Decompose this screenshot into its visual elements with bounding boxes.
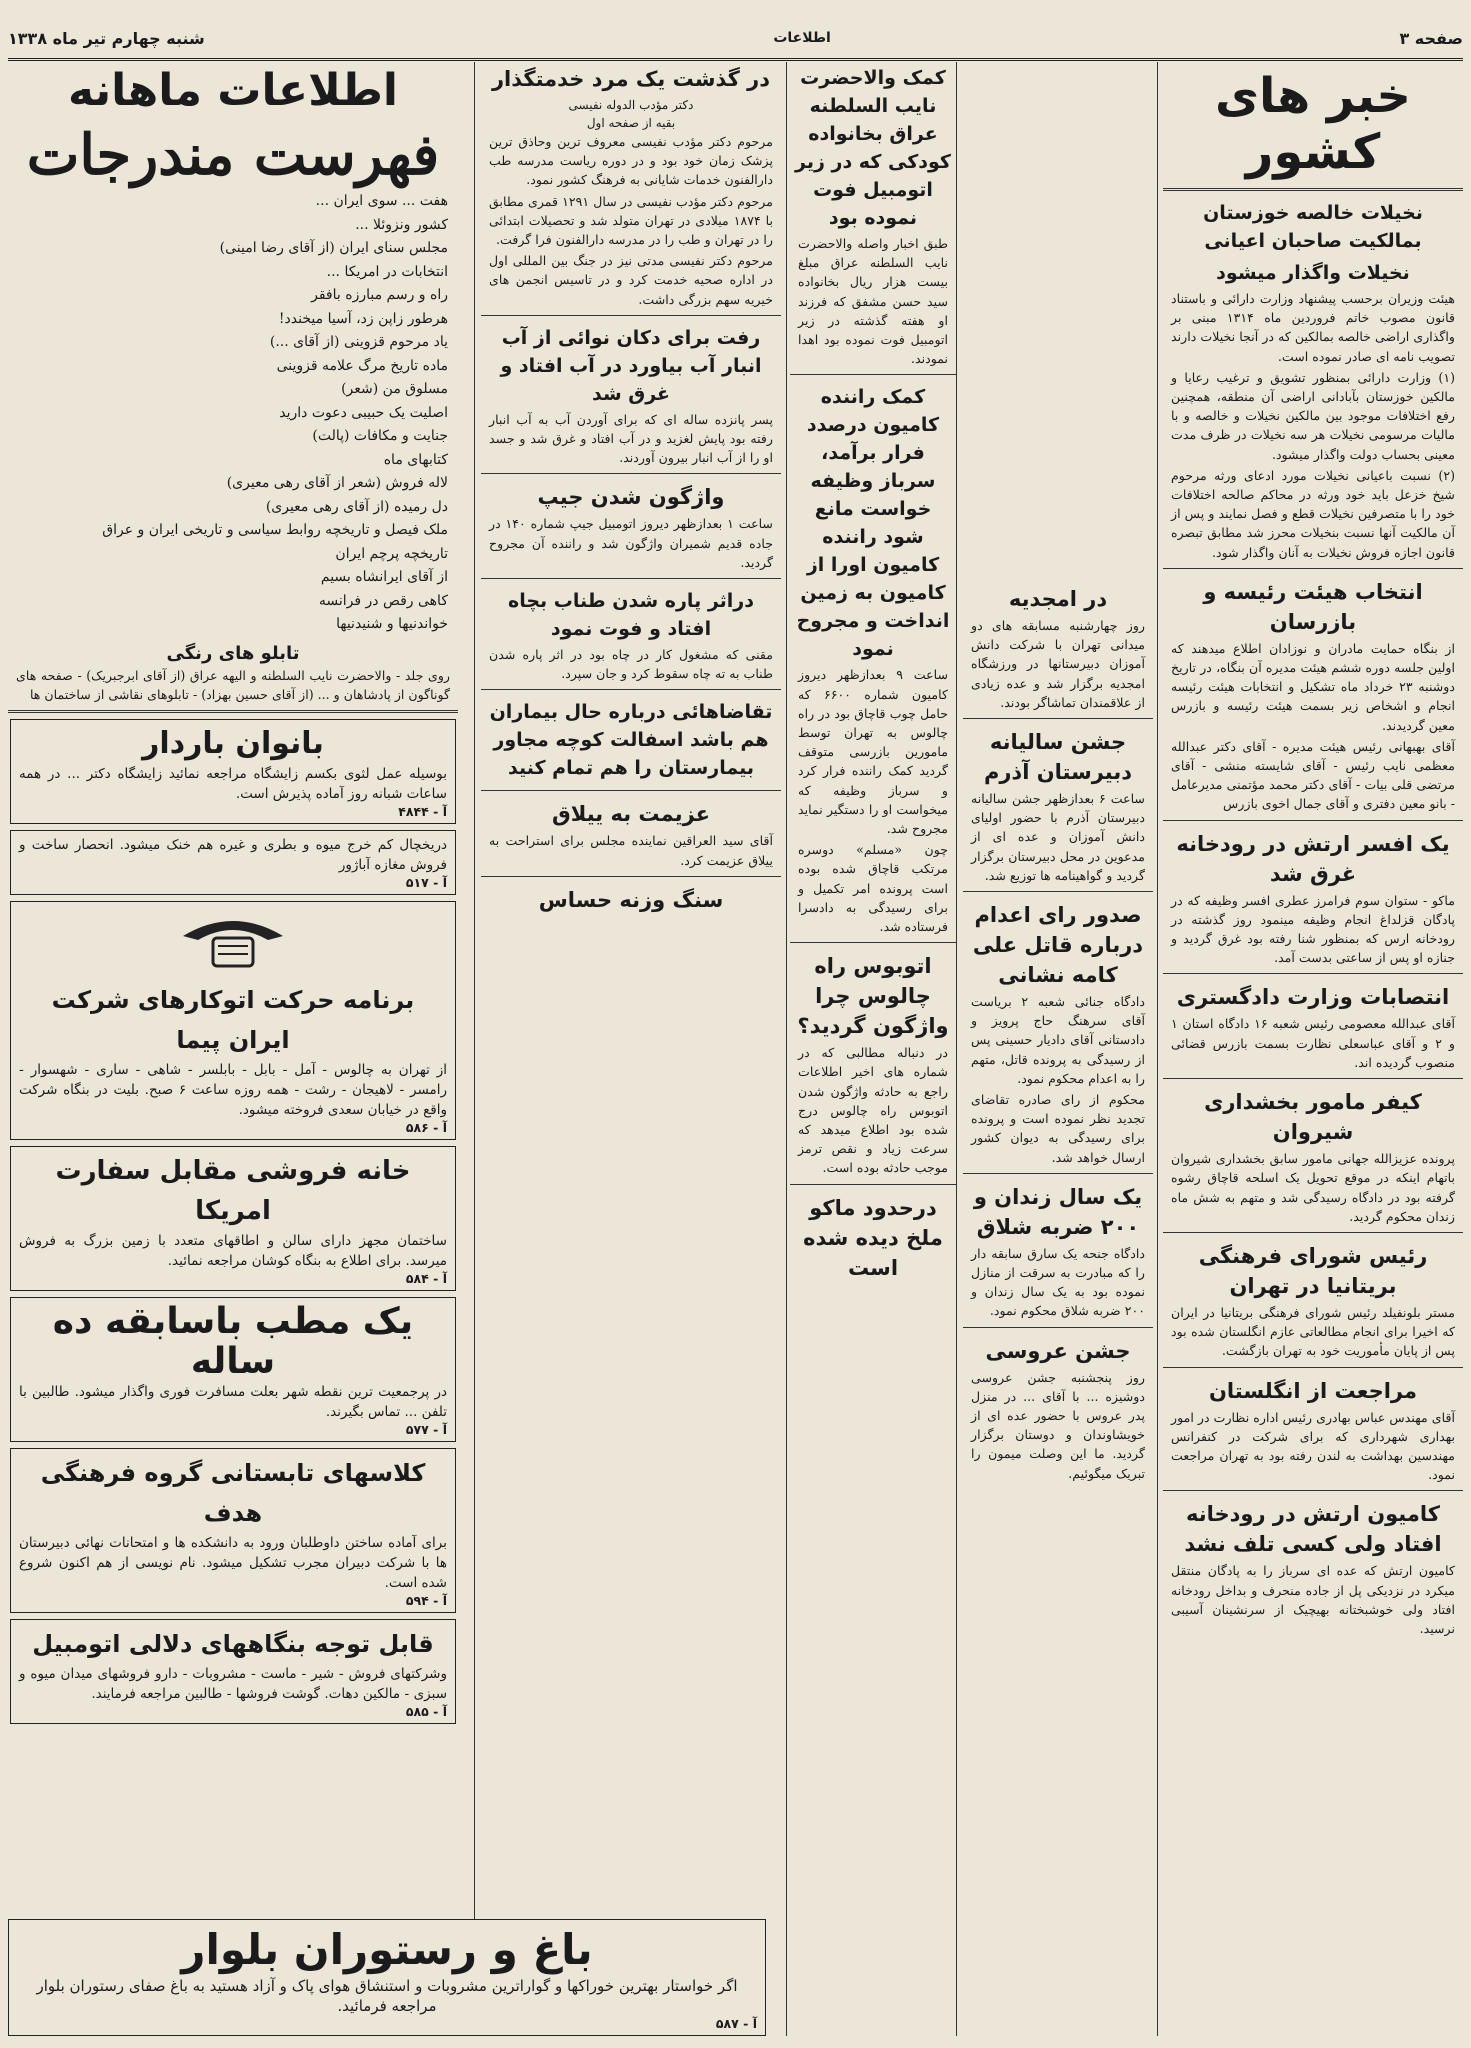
headline: رئیس شورای فرهنگی بریتانیا در تهران: [1198, 1243, 1428, 1298]
article-body: روز چهارشنبه مسابقه های دو میدانی تهران با شرکت دانش آموزان دبیرستانها در ورزشگاه امجدیه برگزار شد و عده زیادی از علاقمندان تماشاگر بودند.: [971, 618, 1145, 710]
advertisement: قابل توجه بنگاههای دلالی اتومبیل وشرکتهای فروش - شیر - ماست - مشروبات - دارو فروشهای میدان میوه و سبزی - مالکین دهات. گوشت فروشها - طالبین مراجعه فرمایند. آ - ۵۸۵: [10, 1619, 456, 1724]
headline: اتوبوس راه چالوس چرا واژگون گردید؟: [797, 954, 949, 1039]
headline: در گذشت یک مرد خدمتگذار: [491, 67, 771, 91]
running-header: [8, 18, 1463, 61]
toc-item: یاد مرحوم قزوینی (از آقای ...): [269, 334, 448, 350]
headline: نخیلات واگذار میشود: [1216, 262, 1410, 284]
toc-item: راه و رسم مبارزه بافقر: [311, 287, 448, 303]
page-number: صفحه ۳: [1399, 28, 1463, 48]
article-body: کامیون ارتش که عده ای سرباز را به پادگان منتقل میکرد در نزدیکی پل از جاده منحرف و بداخل رودخانه افتاد ولی خوشبختانه بهیچیک از سرنشینان آسیبی نرسید.: [1171, 1563, 1455, 1636]
section-title: اطلاعات ماهانه: [67, 65, 399, 116]
article-body: آقای مهندس عباس بهادری رئیس اداره نظارت در امور بهداری شهرداری که برای شرکت در کنفرانس مهندسین بهداشت به لندن رفته بود به تهران مراجعت نمود.: [1171, 1409, 1455, 1483]
headline: کمک والاحضرت نایب السلطنه عراق بخانواده کودکی که در زیر اتومبیل فوت نموده بود: [795, 67, 951, 229]
headline: کیفر مامور بخشداری شیروان: [1204, 1090, 1422, 1145]
headline: یک سال زندان و ۲۰۰ ضربه شلاق: [973, 1184, 1143, 1239]
headline: کامیون ارتش در رودخانه افتاد ولی کسی تلف نشد: [1184, 1502, 1442, 1557]
article-body: پسر پانزده ساله ای که برای آوردن آب به آب انبار رفته بود پایش لغزید و در آب افتاد و غرق شد و جسد او را از آب انبار بیرون آوردند.: [489, 411, 773, 466]
column-4: [481, 62, 781, 2036]
issue-date: شنبه چهارم تیر ماه ۱۳۳۸: [8, 28, 205, 48]
article-body: مرحوم دکتر مؤدب نفیسی معروف ترین وحاذق ترین پزشک زمان خود بود و در دوره ریاست مدرسه طب دارالفنون خدمات شایانی به فرهنگ کشور نمود. مرحوم دکتر مؤدب نفیسی در سال ۱۲۹۱ قمری مطابق با ۱۸۷۴ میلادی در تهران متولد شد و تحصیلات ابتدائی را در تهران و طب را در مدرسه دارالفنون فرا گرفت. مرحوم دکتر نفیسی مدتی نیز در جنگ بین المللی اول در اداره صحیه خدمت کرد و در تاسیس انجمن های خیریه سهم بزرگی داشت.: [489, 134, 773, 307]
headline: کمک راننده کامیون درصدد فرار برآمد، سرباز وظیفه خواست مانع شود راننده کامیون اورا از کامیون به زمین انداخت و مجروح نمود: [796, 386, 950, 661]
article-body: ساعت ۹ بعدازظهر دیروز کامیون شماره ۶۶۰۰ که حامل چوب قاچاق بود در راه چالوس به تهران توسط مامورین بازرسی متوقف گردید کمک راننده فرار کرد و سرباز وظیفه که میخواست او را دستگیر نماید مجروح شد. چون «مسلم» دوسره مرتکب قاچاق شده بوده است پرونده امر تکمیل و برای رسیدگی به دادسرا فرستاده شد.: [798, 667, 948, 935]
toc-item: کتابهای ماه: [383, 451, 448, 468]
advertisement: خانه فروشی مقابل سفارت امریکا ساختمان مجهز دارای سالن و اطاقهای متعدد با زمین بزرگ به فروش میرسد. برای اطلاع به بنگاه کوشان مراجعه نمائید. آ - ۵۸۴: [10, 1146, 456, 1291]
subhead: دکتر مؤدب الدوله نفیسی: [568, 98, 694, 112]
advertisement: برنامه حرکت اتوکارهای شرکت ایران پیما از تهران به چالوس - آمل - بابل - بابلسر - شاهی - ساری - شهسوار - رامسر - لاهیجان - رشت - همه روزه ساعت ۶ صبح. بلیت در بنگاه شرکت واقع در خیابان سعدی فروخته میشود. آ - ۵۸۶: [10, 901, 456, 1140]
toc-item: لاله فروش (شعر از آقای رهی معیری): [226, 475, 448, 491]
headline: انتصابات وزارت دادگستری: [1176, 985, 1450, 1010]
toc-item: از آقای ایرانشاه بسیم: [320, 569, 448, 585]
headline: در امجدیه: [1008, 587, 1108, 611]
advertisement-bottom: باغ و رستوران بلوار اگر خواستار بهترین خوراکها و گواراترین مشروبات و استنشاق هوای پاک و آزاد هستید به باغ صفای رستوران بلوار مراجعه فرمائید. آ - ۵۸۷: [8, 1919, 766, 2036]
headline: جشن سالیانه دبیرستان آذرم: [983, 730, 1133, 785]
article-body: طبق اخبار واصله والاحضرت نایب السلطنه عراق مبلغ بیست هزار ریال بخانواده سید حسن مشفق که فرزند او هفته گذشته در زیر اتومبیل فوت نموده بود اهدا نمودند.: [798, 236, 948, 367]
toc-item: ماده تاریخ مرگ علامه قزوینی: [276, 357, 448, 374]
article-body: ماکو - ستوان سوم فرامرز عطری افسر وظیفه که در پادگان قزلداغ انجام وظیفه مینمود روز گذشته در رودخانه ارس که بمنظور شنا رفته بود غرق گردید و جنازه او پس از ساعتی بدست آمد.: [1171, 892, 1455, 966]
article-body: ساعت ۶ بعدازظهر جشن سالیانه دبیرستان آذرم با حضور اولیای دانش آموزان و عده ای از مدعوین در محل دبیرستان برگزار گردید و گواهینامه ها توزیع شد.: [971, 791, 1145, 883]
box-text: روی جلد - والاحضرت نایب السلطنه و الیهه عراق (از آقای ابرجبریک) - صفحه های گوناگون از پادشاهان و ... (از آقای حسین بهزاد) - تابلوهای نقاشی از ساختمان ها: [16, 667, 450, 702]
article-body: دادگاه جنحه یک سارق سابقه دار را که مبادرت به سرقت از منازل نموده بود به یک سال زندان و ۲۰۰ ضربه شلاق محکوم نمود.: [971, 1245, 1145, 1319]
box-title: تابلو های رنگی: [166, 642, 300, 664]
columns: [8, 62, 1463, 2036]
article-body: روز پنجشنبه جشن عروسی دوشیزه ... با آقای ... در منزل پدر عروس با حضور عده ای از خویشاوندان و دوستان برگزار گردید. ما این وصلت میمون را تبریک میگوئیم.: [971, 1369, 1145, 1481]
headline: واژگون شدن جیپ: [537, 485, 725, 510]
column-2: [963, 62, 1153, 2036]
advertisement: یک مطب باسابقه ده ساله در پرجمعیت ترین نقطه شهر بعلت مسافرت فوری واگذار میشود. طالبین با تلفن ... تماس بگیرند. آ - ۵۷۷: [10, 1297, 456, 1442]
headline: صدور رای اعدام درباره قاتل علی کامه نشانی: [972, 903, 1144, 988]
headline: انتخاب هیئت رئیسه و بازرسان: [1203, 579, 1423, 634]
headline: یک افسر ارتش در رودخانه غرق شد: [1176, 831, 1450, 886]
toc-item: هفت ... سوی ایران ...: [315, 193, 448, 209]
headline: سنگ وزنه حساس: [538, 887, 724, 912]
toc-item: ملک فیصل و تاریخچه روابط سیاسی و تاریخی ایران و عراق: [102, 522, 448, 538]
headline: تقاضاهائی درباره حال بیماران هم باشد اسفالت کوچه مجاور بیمارستان را هم تمام کنید: [489, 701, 773, 780]
article-body: ساعت ۱ بعدازظهر دیروز اتومبیل جیپ شماره ۱۴۰ در جاده قدیم شمیران واژگون شد و راننده آن مجروح گردید.: [489, 516, 773, 570]
toc-item: تاریخچه پرچم ایران: [335, 545, 448, 562]
article-body: آقای سید العراقین نماینده مجلس برای استراحت به ییلاق عزیمت کرد.: [489, 833, 773, 868]
toc-item: خواندنیها و شنیدنیها: [336, 616, 448, 632]
article-body: در دنباله مطالبی که در شماره های اخیر اطلاعات راجع به حادثه واژگون شدن اتوبوس راه چالوس درج شده بود اطلاع میدهد که سرعت زیاد و نقص ترمز موجب حادثه بوده است.: [798, 1045, 948, 1176]
column-1: [1163, 62, 1463, 2036]
article-body: از بنگاه حمایت مادران و نوزادان اطلاع میدهند که اولین جلسه دوره ششم هیئت مدیره آن بنگاه، در تاریخ دوشنبه ۲۳ خرداد ماه تشکیل و انتخابات هیئت رئیسه انجام و اشخاص زیر بسمت هیئت رئیسه و بازرس معین گردیدند. آقای بهبهانی رئیس هیئت مدیره - آقای دکتر عبدالله معظمی نایب رئیس - آقای شایسته منشی - آقای مرتضی قلی بیات - آقای دکتر محمد مؤتمنی مدیرعامل - بانو معین دفتری و آقای جمال اخوی بازرس: [1171, 640, 1455, 812]
article-body: دادگاه جنائی شعبه ۲ بریاست آقای سرهنگ حاج پرویز و دادستانی آقای دادیار حسینی پس از رسیدگی به پرونده قاتل، متهم را به اعدام محکوم نمود. محکوم از رای صادره تقاضای تجدید نظر نموده است و پرونده برای رسیدگی به دیوان کشور ارسال خواهد شد.: [971, 994, 1145, 1165]
toc-item: اصلیت یک حبیبی دعوت دارید: [279, 404, 448, 421]
column-5: [8, 62, 458, 2036]
headline: رفت برای دکان نوائی از آب انبار آب بیاورد در آب افتاد و غرق شد: [500, 326, 762, 405]
section-title: خبر های کشور: [1214, 68, 1412, 180]
subhead: بقیه از صفحه اول: [586, 116, 676, 130]
article-body: مستر بلونفیلد رئیس شورای فرهنگی بریتانیا در ایران که اخیرا برای انجام مطالعاتی عازم انگلستان شده بود پس از پایان مأموریت خود به تهران بازگشت.: [1171, 1304, 1455, 1359]
table-of-contents: [8, 190, 458, 637]
advertisement: دریخچال کم خرج میوه و بطری و غیره هم خنک میشود. انحصار ساخت و فروش مغازه آباژور آ - ۵۱۷: [10, 830, 456, 895]
advertisement: بانوان باردار بوسیله عمل لثوی بکسم زایشگاه مراجعه نمائید زایشگاه دکتر ... در همه ساعات شبانه روز آماده پذیرش است. آ - ۴۸۴۴: [10, 719, 456, 824]
headline: مراجعت از انگلستان: [1208, 1378, 1417, 1403]
paper-name: اطلاعات: [773, 30, 831, 46]
article-body: آقای عبدالله معصومی رئیس شعبه ۱۶ دادگاه استان ۱ و ۲ و آقای عباسعلی نظارت بسمت بازرس قضائی منصوب گردیده اند.: [1171, 1016, 1456, 1070]
headline: دراثر پاره شدن طناب بچاه افتاد و فوت نمود: [508, 590, 754, 641]
article-body: پرونده عزیزالله جهانی مامور سابق بخشداری شیروان باتهام اینکه در موقع تحویل یک اسلحه قاچاق رشوه گرفته بود در دادگاه رسیدگی شد و متهم به شش ماه زندان محکوم گردید.: [1171, 1151, 1455, 1224]
headline: نخیلات خالصه خوزستان بمالکیت صاحبان اعیانی: [1203, 202, 1423, 252]
toc-item: هرطور زاپن زد، آسیا میخندد!: [278, 310, 448, 327]
headline: درحدود ماکو ملخ دیده شده است: [803, 1195, 943, 1280]
column-3: [790, 62, 957, 2036]
bus-logo-icon: [19, 906, 447, 980]
toc-item: انتخابات در امریکا ...: [326, 263, 448, 280]
toc-item: کاهی رقص در فرانسه: [318, 592, 448, 609]
headline: جشن عروسی: [985, 1338, 1131, 1363]
toc-item: کشور ونزوئلا ...: [355, 216, 448, 233]
section-title: فهرست مندرجات: [26, 122, 440, 188]
toc-item: جنایت و مکافات (پالت): [312, 428, 448, 444]
toc-item: مسلوق من (شعر): [341, 381, 448, 397]
article-body: مقنی که مشغول کار در چاه بود در اثر پاره شدن طناب به ته چاه سقوط کرد و جان سپرد.: [489, 647, 773, 682]
advertisement: کلاسهای تابستانی گروه فرهنگی هدف برای آماده ساختن داوطلبان ورود به دانشکده ها و امتحانات نهائی دبیرستان ها با شرکت دبیران مجرب تشکیل میشود. نام نویسی از هم اکنون شروع شده است. آ - ۵۹۴: [10, 1448, 456, 1613]
toc-item: مجلس سنای ایران (از آقای رضا امینی): [219, 240, 448, 256]
toc-item: دل رمیده (از آقای رهی معیری): [265, 498, 448, 515]
headline: عزیمت به ییلاق: [551, 802, 711, 827]
article-body: هیئت وزیران برحسب پیشنهاد وزارت دارائی و باستناد قانون مصوب خاتم فروردین ماه ۱۳۱۴ مبنی بر واگذاری اراضی خالصه بمالکین که در آنجا نخیلات دارند تصویب نامه ای صادر نموده است. (۱) وزارت دارائی بمنظور تشویق و ترغیب رعایا و مالکین خوزستان بآبادانی اراضی آن منطقه، همچنین رفع اختلافات موجود بین مالکین نخیلات و خالصه و با مالیات مرسومی نخیلات هر سه نخیلات در ظرف مدت معینی بحساب دولت واگذار میشود. (۲) نسبت باعیانی نخیلات مورد ادعای ورثه مرحوم شیخ خزعل باید خود ورثه در محاکم صالحه اختلافات خود را با متصرفین نخیلات قطع و فصل نمایند و پس از آن مالکیت آنها نسبت بنخیلات محرز شد مطابق تبصره قانون اجازه فروش نخیلات به آنان واگذار شود.: [1171, 291, 1455, 560]
